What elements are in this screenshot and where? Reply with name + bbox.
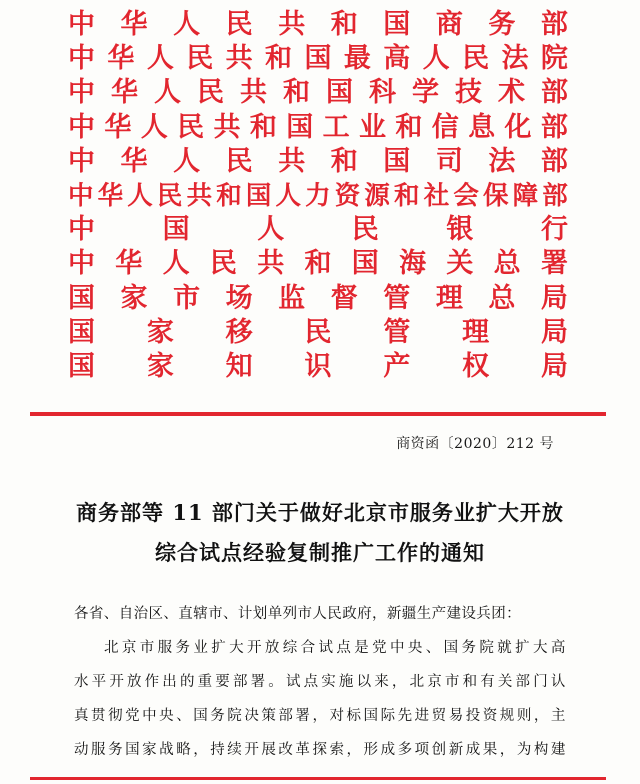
issuer-character: 人 [173,9,201,40]
issuer-character: 共 [186,180,213,211]
issuer-character: 人 [154,77,181,109]
issuer-character: 中 [68,248,95,280]
issuer-character: 共 [225,43,253,75]
issuer-market-regulation [68,282,568,316]
issuer-character: 部 [542,180,568,211]
issuer-character: 部 [541,77,568,109]
issuer-character: 民 [186,43,214,75]
issuer-character: 民 [197,77,224,109]
issuer-character: 国 [351,248,379,280]
issuer-ministry-of-commerce [68,8,568,42]
issuer-character: 局 [540,350,568,382]
issuer-character: 资 [334,180,361,211]
body-text-line: 北京市服务业扩大开放综合试点是党中央、国务院就扩大高 [104,640,566,656]
issuer-character: 司 [435,145,463,177]
issuer-character: 法 [501,43,529,75]
issuer-character: 民 [304,316,332,348]
issuer-character: 理 [435,282,463,314]
body-text-line: 真贯彻党中央、国务院决策部署，对标国际先进贸易投资规则，主 [74,708,566,724]
issuer-character: 民 [156,180,183,211]
document-number: 商资函〔2020〕212 号 [396,436,554,452]
issuer-character: 华 [115,248,143,280]
issuer-character: 和 [395,111,423,143]
issuer-character: 和 [304,248,332,280]
issuer-peoples-bank-of-china [68,213,568,247]
issuer-character: 管 [383,316,411,348]
issuer-character: 共 [278,9,306,40]
issuer-character: 国 [383,145,411,177]
issuer-character: 国 [304,43,332,75]
document-title-line-2: 综合试点经验复制推广工作的通知 [155,540,485,565]
issuer-character: 国 [68,350,95,382]
issuer-character: 人 [257,214,285,246]
issuer-character: 商 [435,9,463,40]
issuer-character: 国 [245,180,272,211]
red-divider-top [30,412,606,416]
issuer-character: 华 [111,77,138,109]
issuer-character: 工 [322,111,350,143]
issuer-character: 家 [146,316,174,348]
issuer-character: 和 [330,9,358,40]
issuer-character: 和 [330,145,358,177]
issuer-character: 部 [540,111,568,143]
issuer-ministry-of-justice [68,145,568,179]
issuer-character: 华 [97,180,124,211]
issuer-ministry-of-science-technology [68,76,568,110]
issuer-supreme-peoples-court [68,42,568,76]
issuer-character: 和 [283,77,310,109]
issuer-character: 中 [68,9,95,40]
issuer-character: 共 [257,248,285,280]
issuer-character: 人 [127,180,153,211]
issuer-immigration-administration [68,316,568,350]
red-divider-bottom [30,777,606,780]
issuer-character: 共 [213,111,241,143]
issuer-character: 人 [140,111,168,143]
issuer-general-administration-of-customs [68,247,568,281]
issuer-ministry-of-human-resources [68,179,568,213]
issuer-ministry-of-industry-it [68,111,568,145]
issuer-character: 会 [453,180,479,211]
issuer-character: 民 [225,9,253,40]
issuer-character: 人 [146,43,174,75]
issuer-character: 最 [343,43,371,75]
issuer-character: 场 [225,282,253,314]
addressee-line: 各省、自治区、直辖市、计划单列市人民政府，新疆生产建设兵团： [74,606,521,622]
issuer-character: 理 [462,316,490,348]
issuer-character: 银 [446,214,474,246]
issuer-character: 院 [540,43,568,75]
issuer-character: 源 [364,180,390,211]
issuer-character: 和 [394,180,420,211]
issuer-character: 术 [498,77,525,109]
issuer-character: 国 [68,282,95,314]
body-text-line: 水平开放作出的重要部署。试点实施以来，北京市和有关部门认 [74,674,566,690]
issuer-character: 人 [422,43,450,75]
issuer-character: 国 [383,9,411,40]
issuer-character: 民 [462,43,490,75]
issuer-character: 技 [455,77,482,109]
issuer-character: 家 [120,282,148,314]
issuer-character: 行 [540,214,568,246]
issuer-character: 共 [240,77,267,109]
issuer-character: 管 [383,282,411,314]
issuer-intellectual-property-office [68,350,568,384]
issuer-character: 障 [512,180,539,211]
issuer-character: 民 [177,111,205,143]
issuer-character: 中 [68,43,95,75]
issuer-character: 业 [359,111,386,143]
issuer-character: 中 [68,111,95,143]
issuer-character: 国 [286,111,314,143]
issuer-character: 知 [225,350,253,382]
issuer-character: 识 [304,350,332,382]
issuer-character: 华 [120,9,148,40]
issuer-character: 法 [488,145,516,177]
issuer-character: 华 [107,43,135,75]
issuer-character: 局 [540,316,568,348]
issuer-character: 国 [162,214,190,246]
issuer-character: 学 [412,77,439,109]
issuer-character: 中 [68,180,94,211]
issuer-character: 部 [540,145,568,177]
issuer-character: 共 [278,145,306,177]
issuer-character: 移 [225,316,253,348]
issuer-character: 务 [488,9,516,40]
issuer-character: 关 [446,248,474,280]
issuer-character: 民 [351,214,379,246]
issuer-character: 和 [265,43,293,75]
issuer-character: 人 [275,180,301,211]
issuer-character: 总 [488,282,516,314]
issuer-character: 海 [399,248,427,280]
issuer-character: 华 [104,111,132,143]
issuer-character: 化 [504,111,532,143]
issuer-character: 息 [468,111,496,143]
issuer-character: 中 [68,77,95,109]
issuer-character: 国 [326,77,353,109]
issuer-character: 和 [249,111,277,143]
issuer-character: 保 [482,180,509,211]
issuer-character: 力 [305,180,331,211]
issuer-character: 总 [493,248,521,280]
body-text-line: 动服务国家战略，持续开展改革探索，形成多项创新成果，为构建 [74,742,566,758]
issuer-character: 权 [462,350,490,382]
issuer-character: 民 [225,145,253,177]
issuer-character: 人 [162,248,190,280]
issuer-character: 国 [68,316,95,348]
issuer-character: 高 [383,43,411,75]
issuer-character: 社 [423,180,450,211]
document-title-line-1: 商务部等 11 部门关于做好北京市服务业扩大开放 [76,500,564,525]
issuer-character: 华 [120,145,148,177]
issuer-character: 中 [68,214,95,246]
issuer-character: 中 [68,145,95,177]
issuer-character: 督 [330,282,358,314]
issuer-character: 部 [540,9,568,40]
issuer-character: 市 [173,282,201,314]
issuer-character: 署 [540,248,568,280]
issuer-character: 产 [383,350,411,382]
issuer-character: 局 [540,282,568,314]
issuer-character: 和 [216,180,242,211]
issuer-character: 民 [209,248,237,280]
issuer-character: 家 [146,350,174,382]
issuing-agencies-header [68,8,568,384]
issuer-character: 信 [431,111,459,143]
issuer-character: 监 [278,282,306,314]
issuer-character: 科 [369,77,396,109]
issuer-character: 人 [173,145,201,177]
